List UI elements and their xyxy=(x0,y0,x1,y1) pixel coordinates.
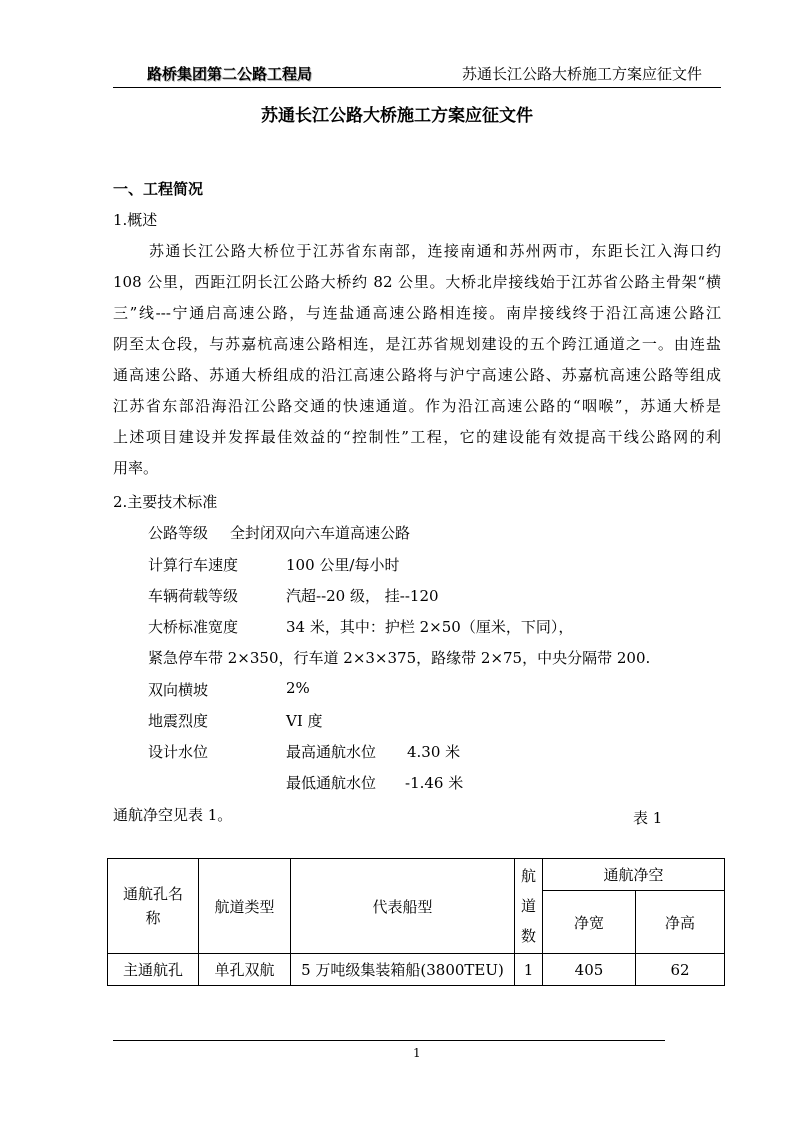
speed-label: 计算行车速度 xyxy=(148,556,239,574)
water-level-label: 设计水位 xyxy=(148,743,209,761)
header-text: 通航孔名称 xyxy=(122,885,183,927)
header-cell-width: 净宽 xyxy=(543,891,636,954)
width-continuation: 紧急停车带 2×350，行车道 2×3×375，路缘带 2×75，中央分隔带 200. xyxy=(148,649,651,667)
header-left: 路桥集团第二公路工程局 xyxy=(147,65,313,83)
document-title: 苏通长江公路大桥施工方案应征文件 xyxy=(261,106,533,126)
water-low-value: -1.46 米 xyxy=(405,774,464,792)
cell-lanes: 1 xyxy=(515,954,543,986)
table-row xyxy=(108,954,725,986)
header-cell-type: 航道类型 xyxy=(199,859,291,954)
width-value: 34 米，其中：护栏 2×50（厘米，下同）， xyxy=(286,618,574,636)
header-text: 航道数 xyxy=(521,867,537,945)
page-number: 1 xyxy=(413,1046,421,1060)
header-rule xyxy=(113,87,721,88)
slope-label: 双向横坡 xyxy=(148,681,209,699)
footer-rule xyxy=(113,1040,665,1041)
header-cell-ship: 代表船型 xyxy=(291,859,515,954)
width-label: 大桥标准宽度 xyxy=(148,618,239,636)
cell-ship: 5 万吨级集装箱船(3800TEU) xyxy=(291,954,515,986)
paragraph-line: 江苏省东部沿海沿江公路交通的快速通道。作为沿江高速公路的“咽喉”，苏通大桥是 xyxy=(113,397,721,415)
water-high-value: 4.30 米 xyxy=(407,743,461,761)
header-cell-lanes xyxy=(515,859,543,954)
paragraph-line: 108 公里，西距江阴长江公路大桥约 82 公里。大桥北岸接线始于江苏省公路主骨架“横 xyxy=(113,273,721,291)
subsection-heading-standards: 2.主要技术标准 xyxy=(113,493,218,511)
paragraph-line: 苏通长江公路大桥位于江苏省东南部，连接南通和苏州两市，东距长江入海口约 xyxy=(149,242,721,260)
seismic-value: VI 度 xyxy=(286,712,323,730)
paragraph-line: 阴至太仓段，与苏嘉杭高速公路相连，是江苏省规划建设的五个跨江通道之一。由连盐 xyxy=(113,335,721,353)
table-caption: 表 1 xyxy=(633,809,663,827)
paragraph-line: 三”线---宁通启高速公路，与连盐通高速公路相连接。南岸接线终于沿江高速公路江 xyxy=(113,304,721,322)
section-heading: 一、工程简况 xyxy=(113,180,204,198)
paragraph-line: 上述项目建设并发挥最佳效益的“控制性”工程，它的建设能有效提高干线公路网的利 xyxy=(113,428,721,446)
paragraph-line: 通高速公路、苏通大桥组成的沿江高速公路将与沪宁高速公路、苏嘉杭高速公路等组成 xyxy=(113,366,721,384)
speed-value: 100 公里/每小时 xyxy=(286,556,400,574)
cell-width: 405 xyxy=(543,954,636,986)
cell-height: 62 xyxy=(636,954,725,986)
load-value: 汽超--20 级， 挂--120 xyxy=(286,587,439,605)
header-cell-clearance: 通航净空 xyxy=(543,859,725,891)
water-high-label: 最高通航水位 xyxy=(286,743,377,761)
table-header-row xyxy=(108,859,725,891)
subsection-heading-overview: 1.概述 xyxy=(113,211,158,229)
table-reference: 通航净空见表 1。 xyxy=(113,806,233,824)
overview-paragraph xyxy=(113,236,721,484)
road-grade-label: 公路等级 xyxy=(148,524,209,542)
header-cell-name xyxy=(108,859,199,954)
water-low-label: 最低通航水位 xyxy=(286,774,377,792)
cell-type: 单孔双航 xyxy=(199,954,291,986)
slope-value: 2% xyxy=(286,679,310,697)
load-label: 车辆荷载等级 xyxy=(148,587,239,605)
cell-name: 主通航孔 xyxy=(108,954,199,986)
road-grade-value: 全封闭双向六车道高速公路 xyxy=(230,524,411,542)
header-right: 苏通长江公路大桥施工方案应征文件 xyxy=(462,65,703,83)
header-cell-height: 净高 xyxy=(636,891,725,954)
paragraph-line: 用率。 xyxy=(113,459,159,477)
seismic-label: 地震烈度 xyxy=(148,712,209,730)
navigation-clearance-table xyxy=(107,858,725,986)
